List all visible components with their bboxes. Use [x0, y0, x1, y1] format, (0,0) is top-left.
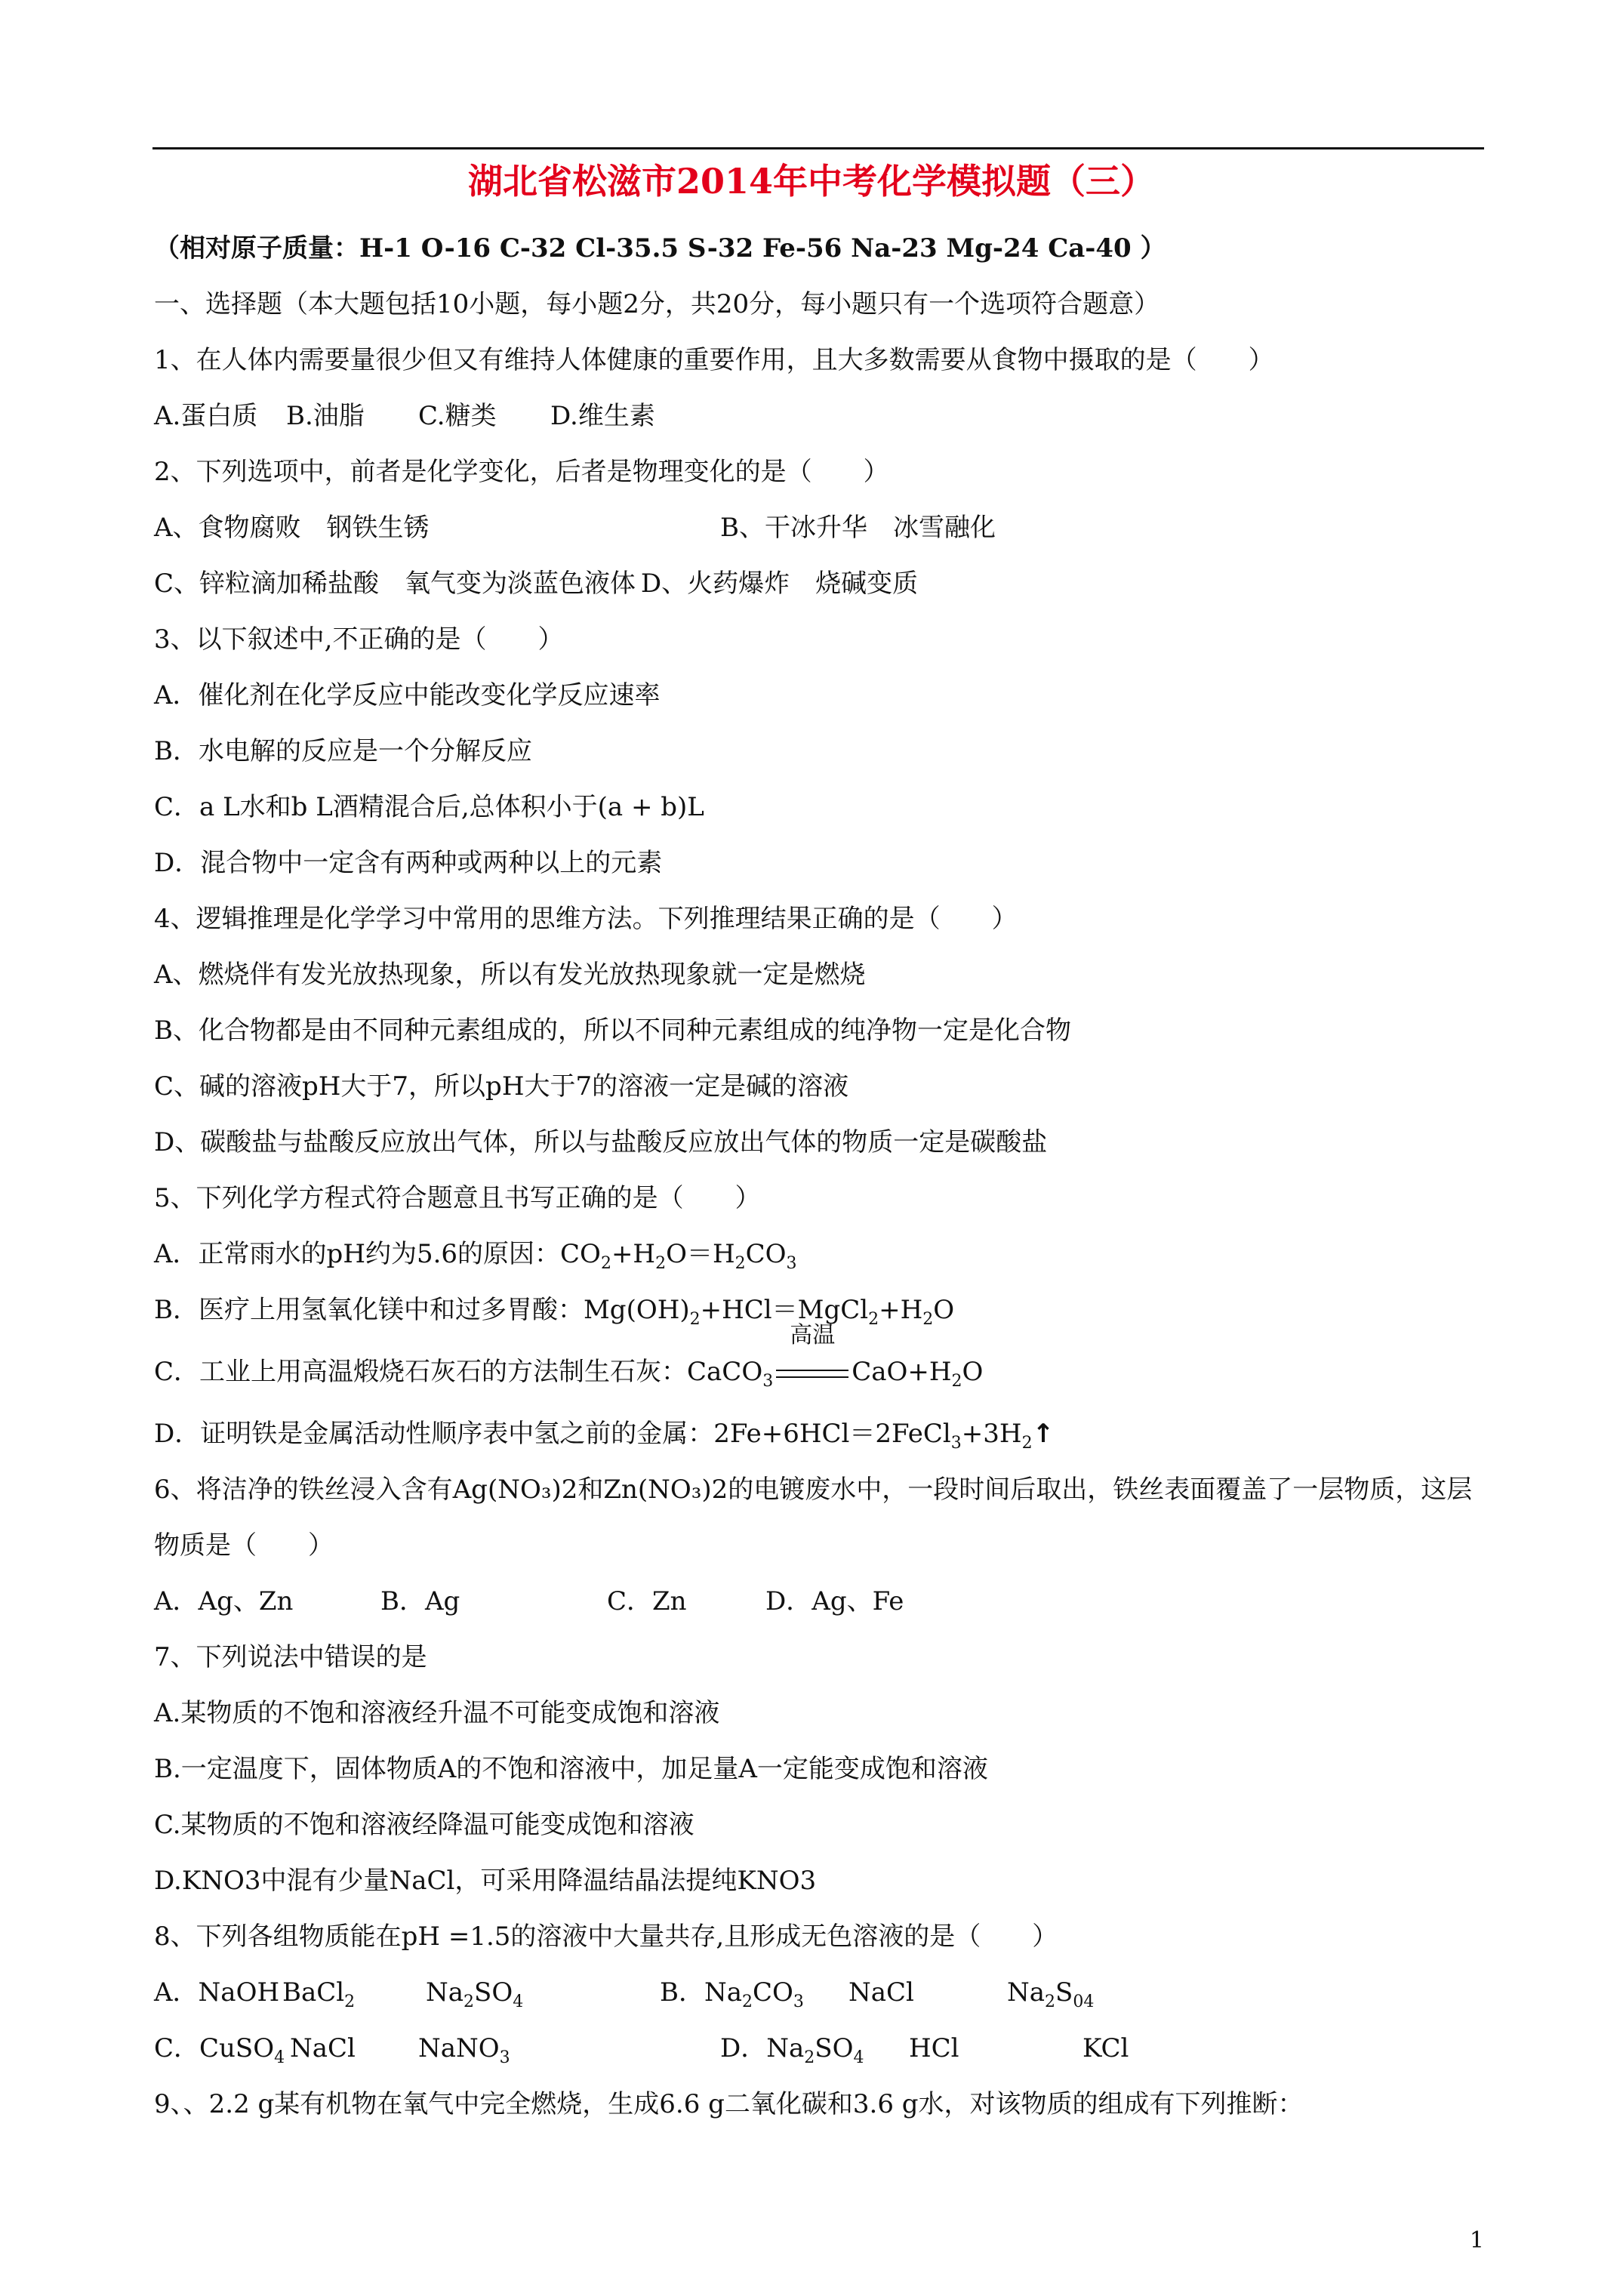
option-b-label: B．$Na_2CO_3$: [660, 1977, 804, 2011]
option-a: A．Ag、Zn: [154, 1586, 294, 1616]
option-b: B、化合物都是由不同种元素组成的，所以不同种元素组成的纯净物一定是化合物: [154, 1015, 1071, 1046]
equation-d: $2Fe+6HCl=2FeCl_3+3H_2↑$: [713, 1419, 1055, 1453]
question-1-options: [154, 388, 1490, 444]
option-b: B．Ag: [380, 1586, 460, 1616]
equation-c: CaCO$_3$ 高温 $CaO+H_2O$: [687, 1357, 983, 1387]
reaction-condition: [773, 1322, 852, 1406]
gas-arrow-icon: ↑: [1032, 1419, 1055, 1449]
question-3-stem: 3、以下叙述中,不正确的是（ ）: [154, 624, 564, 655]
option-c-label: C．CuSO$_4$: [154, 2033, 285, 2067]
option-a-item: BaCl$_2$: [282, 1977, 356, 2011]
option-c: [154, 1322, 1490, 1406]
option-c: C.某物质的不饱和溶液经降温可能变成饱和溶液: [154, 1810, 694, 1840]
option-b: B、干冰升华 冰雪融化: [720, 513, 996, 543]
page-title: 湖北省松滋市2014年中考化学模拟题（三）: [467, 161, 1156, 202]
option-c: C．a L水和b L酒精混合后,总体积小于(a + b)L: [154, 792, 704, 822]
option-c: C.糖类: [418, 401, 497, 431]
header-rule: [152, 147, 1484, 149]
question-6-options: [154, 1573, 1490, 1629]
option-a: A.某物质的不饱和溶液经升温不可能变成饱和溶液: [154, 1698, 720, 1728]
option-d: D、火药爆炸 烧碱变质: [640, 569, 919, 599]
question-2-options-cd: [154, 556, 1490, 612]
option-d-item: KCl: [1083, 2033, 1129, 2063]
equals-sign: [776, 1370, 848, 1378]
equation-a: $CO_2+H_2O=H_2CO_3$: [560, 1239, 797, 1273]
option-d: D．混合物中一定含有两种或两种以上的元素: [154, 848, 663, 878]
option-a-item: $Na_2SO_4$: [426, 1977, 524, 2011]
option-b-item: $Na_2S_{04}$: [1007, 1977, 1095, 2011]
option-c: C、锌粒滴加稀盐酸 氧气变为淡蓝色液体: [154, 569, 636, 599]
option-a-label: A．NaOH: [154, 1977, 280, 2008]
page-number: 1: [1469, 2227, 1484, 2254]
option-d: [154, 1406, 1490, 1462]
option-c: C．Zn: [607, 1586, 687, 1616]
option-d: D．Ag、Fe: [765, 1586, 904, 1616]
option-d: D、碳酸盐与盐酸反应放出气体，所以与盐酸反应放出气体的物质一定是碳酸盐: [154, 1127, 1048, 1157]
question-8-stem: 8、下列各组物质能在pH =1.5的溶液中大量共存,且形成无色溶液的是（ ）: [154, 1922, 1058, 1952]
option-a-text: A．正常雨水的pH约为5.6的原因：: [154, 1239, 561, 1269]
question-9-stem: 9、、2.2 g某有机物在氧气中完全燃烧，生成6.6 g二氧化碳和3.6 g水，对该物质的组成有下列推断：: [154, 2089, 1304, 2119]
option-c-item: NaNO$_3$: [418, 2033, 510, 2067]
option-b-item: NaCl: [848, 1977, 914, 2008]
option-d-text: D．证明铁是金属活动性顺序表中氢之前的金属：: [154, 1419, 714, 1449]
option-d: D.维生素: [550, 401, 655, 431]
condition-label: 高温: [790, 1322, 836, 1348]
equation-b: $Mg(OH)_2+HCl=MgCl_2+H_2O$: [583, 1295, 955, 1329]
option-a: A、食物腐败 钢铁生锈: [154, 513, 430, 543]
document-body: [154, 220, 1490, 2132]
option-a: A.蛋白质: [154, 401, 258, 431]
option-a: [154, 1226, 1490, 1282]
atomic-masses: （相对原子质量：H-1 O-16 C-32 Cl-35.5 S-32 Fe-56 Na-23 Mg-24 Ca-40 ）: [154, 233, 1166, 264]
option-d-label: D．$Na_2SO_4$: [720, 2033, 864, 2067]
question-4-stem: 4、逻辑推理是化学学习中常用的思维方法。下列推理结果正确的是（ ）: [154, 904, 1018, 934]
section-heading: 一、选择题（本大题包括10小题，每小题2分，共20分，每小题只有一个选项符合题意）: [154, 289, 1160, 319]
question-2-stem: 2、下列选项中，前者是化学变化，后者是物理变化的是（ ）: [154, 457, 889, 487]
option-c: C、碱的溶液pH大于7，所以pH大于7的溶液一定是碱的溶液: [154, 1071, 849, 1102]
question-8-options-ab: [154, 1965, 1490, 2020]
option-b: B.油脂: [286, 401, 365, 431]
question-2-options-ab: [154, 500, 1490, 556]
option-b: B.一定温度下，固体物质A的不饱和溶液中，加足量A一定能变成饱和溶液: [154, 1754, 988, 1784]
option-a: A、燃烧伴有发光放热现象，所以有发光放热现象就一定是燃烧: [154, 960, 866, 990]
question-5-stem: 5、下列化学方程式符合题意且书写正确的是（ ）: [154, 1183, 761, 1213]
question-8-options-cd: [154, 2020, 1490, 2076]
option-b-text: B．医疗上用氢氧化镁中和过多胃酸：: [154, 1295, 584, 1325]
option-d: D.KNO3中混有少量NaCl，可采用降温结晶法提纯KNO3: [154, 1866, 817, 1896]
option-b: B．水电解的反应是一个分解反应: [154, 736, 532, 766]
option-a: A．催化剂在化学反应中能改变化学反应速率: [154, 680, 661, 710]
question-7-stem: 7、下列说法中错误的是: [154, 1642, 427, 1672]
question-6-stem: 6、将洁净的铁丝浸入含有Ag(NO₃)2和Zn(NO₃)2的电镀废水中，一段时间后取出，铁丝表面覆盖了一层物质，这层物质是（ ）: [154, 1475, 1473, 1561]
option-d-item: HCl: [909, 2033, 959, 2063]
option-c-item: NaCl: [290, 2033, 356, 2063]
question-1-stem: 1、在人体内需要量很少但又有维持人体健康的重要作用，且大多数需要从食物中摄取的是（ ）: [154, 345, 1274, 375]
option-c-text: C．工业上用高温煅烧石灰石的方法制生石灰：: [154, 1357, 688, 1387]
